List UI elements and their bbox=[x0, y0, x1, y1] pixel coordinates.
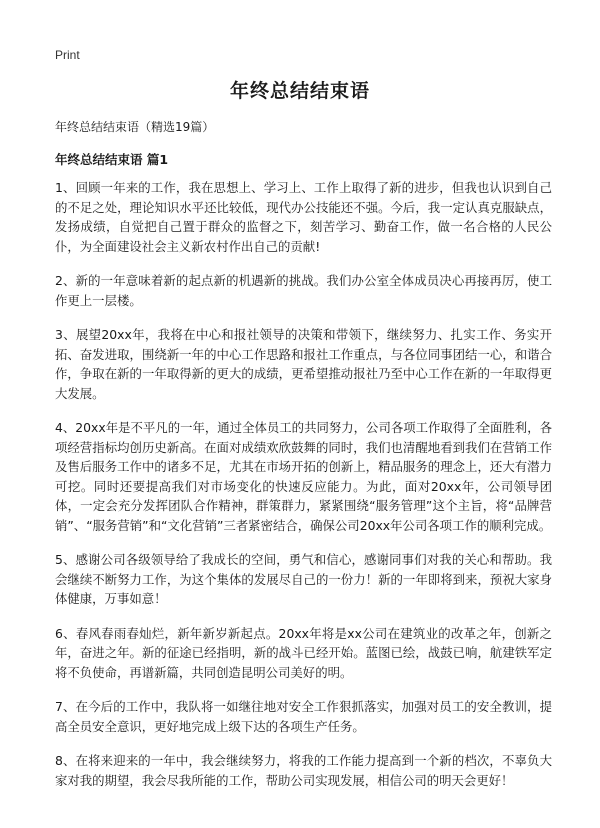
paragraph-2: 2、新的一年意味着新的起点新的机遇新的挑战。我们办公室全体成员决心再接再厉，使工作更上一层楼。 bbox=[55, 273, 552, 308]
paragraph-1: 1、回顾一年来的工作，我在思想上、学习上、工作上取得了新的进步，但我也认识到自己的不足之处，理论知识水平还比较低，现代办公技能还不强。今后，我一定认真克服缺点，发扬成绩，自觉把自己置于群众的监督之下，刻苦学习、勤奋工作，做一名合格的人民公仆，为全面建设社会主义新农村作出自己的贡献! bbox=[55, 180, 552, 254]
page-title: 年终总结结束语 bbox=[229, 80, 370, 102]
paragraph-5: 5、感谢公司各级领导给了我成长的空间，勇气和信心，感谢同事们对我的关心和帮助。我会继续不断努力工作，为这个集体的发展尽自己的一份力！新的一年即将到来，预祝大家身体健康，万事如意！ bbox=[55, 552, 552, 606]
paragraph-7: 7、在今后的工作中，我队将一如继往地对安全工作狠抓落实，加强对员工的安全教训，提高全员安全意识，更好地完成上级下达的各项生产任务。 bbox=[55, 699, 552, 734]
paragraph-3: 3、展望20xx年，我将在中心和报社领导的决策和带领下，继续努力、扎实工作、务实开拓、奋发进取，围绕新一年的中心工作思路和报社工作重点，与各位同事团结一心，和谐合作，争取在新的一年取得新的更大的成绩，更希望推动报社乃至中心工作在新的一年取得更大发展。 bbox=[55, 327, 552, 401]
paragraph-8: 8、在将来迎来的一年中，我会继续努力，将我的工作能力提高到一个新的档次，不辜负大家对我的期望，我会尽我所能的工作，帮助公司实现发展，相信公司的明天会更好！ bbox=[55, 753, 552, 788]
paragraph-6: 6、春风春雨春灿烂，新年新岁新起点。20xx年将是xx公司在建筑业的改革之年，创新之年，奋进之年。新的征途已经指明，新的战斗已经开始。蓝图已绘，战鼓已响，航建铁军定将不负使命，再谱新篇，共同创造昆明公司美好的明。 bbox=[55, 625, 552, 680]
print-link[interactable]: Print bbox=[55, 48, 80, 62]
section-heading: 年终总结结束语 篇1 bbox=[55, 152, 169, 167]
document-subtitle: 年终总结结束语（精选19篇） bbox=[55, 120, 215, 134]
paragraph-4: 4、20xx年是不平凡的一年，通过全体员工的共同努力，公司各项工作取得了全面胜利，各项经营指标均创历史新高。在面对成绩欢欣鼓舞的同时，我们也清醒地看到我们在营销工作及售后服务工作中的诸多不足，尤其在市场开拓的创新上，精品服务的理念上，还大有潜力可挖。同时还要提高我们对市场变化的快速反应能力。为此，面对20xx年，公司领导团体，一定会充分发挥团队合作精神，群策群力，紧紧围绕“服务管理”这个主旨，将“品牌营销”、“服务营销”和“文化营销”三者紧密结合，确保公司20xx年公司各项工作的顺利完成。 bbox=[55, 420, 552, 533]
paragraph-list bbox=[55, 178, 552, 805]
